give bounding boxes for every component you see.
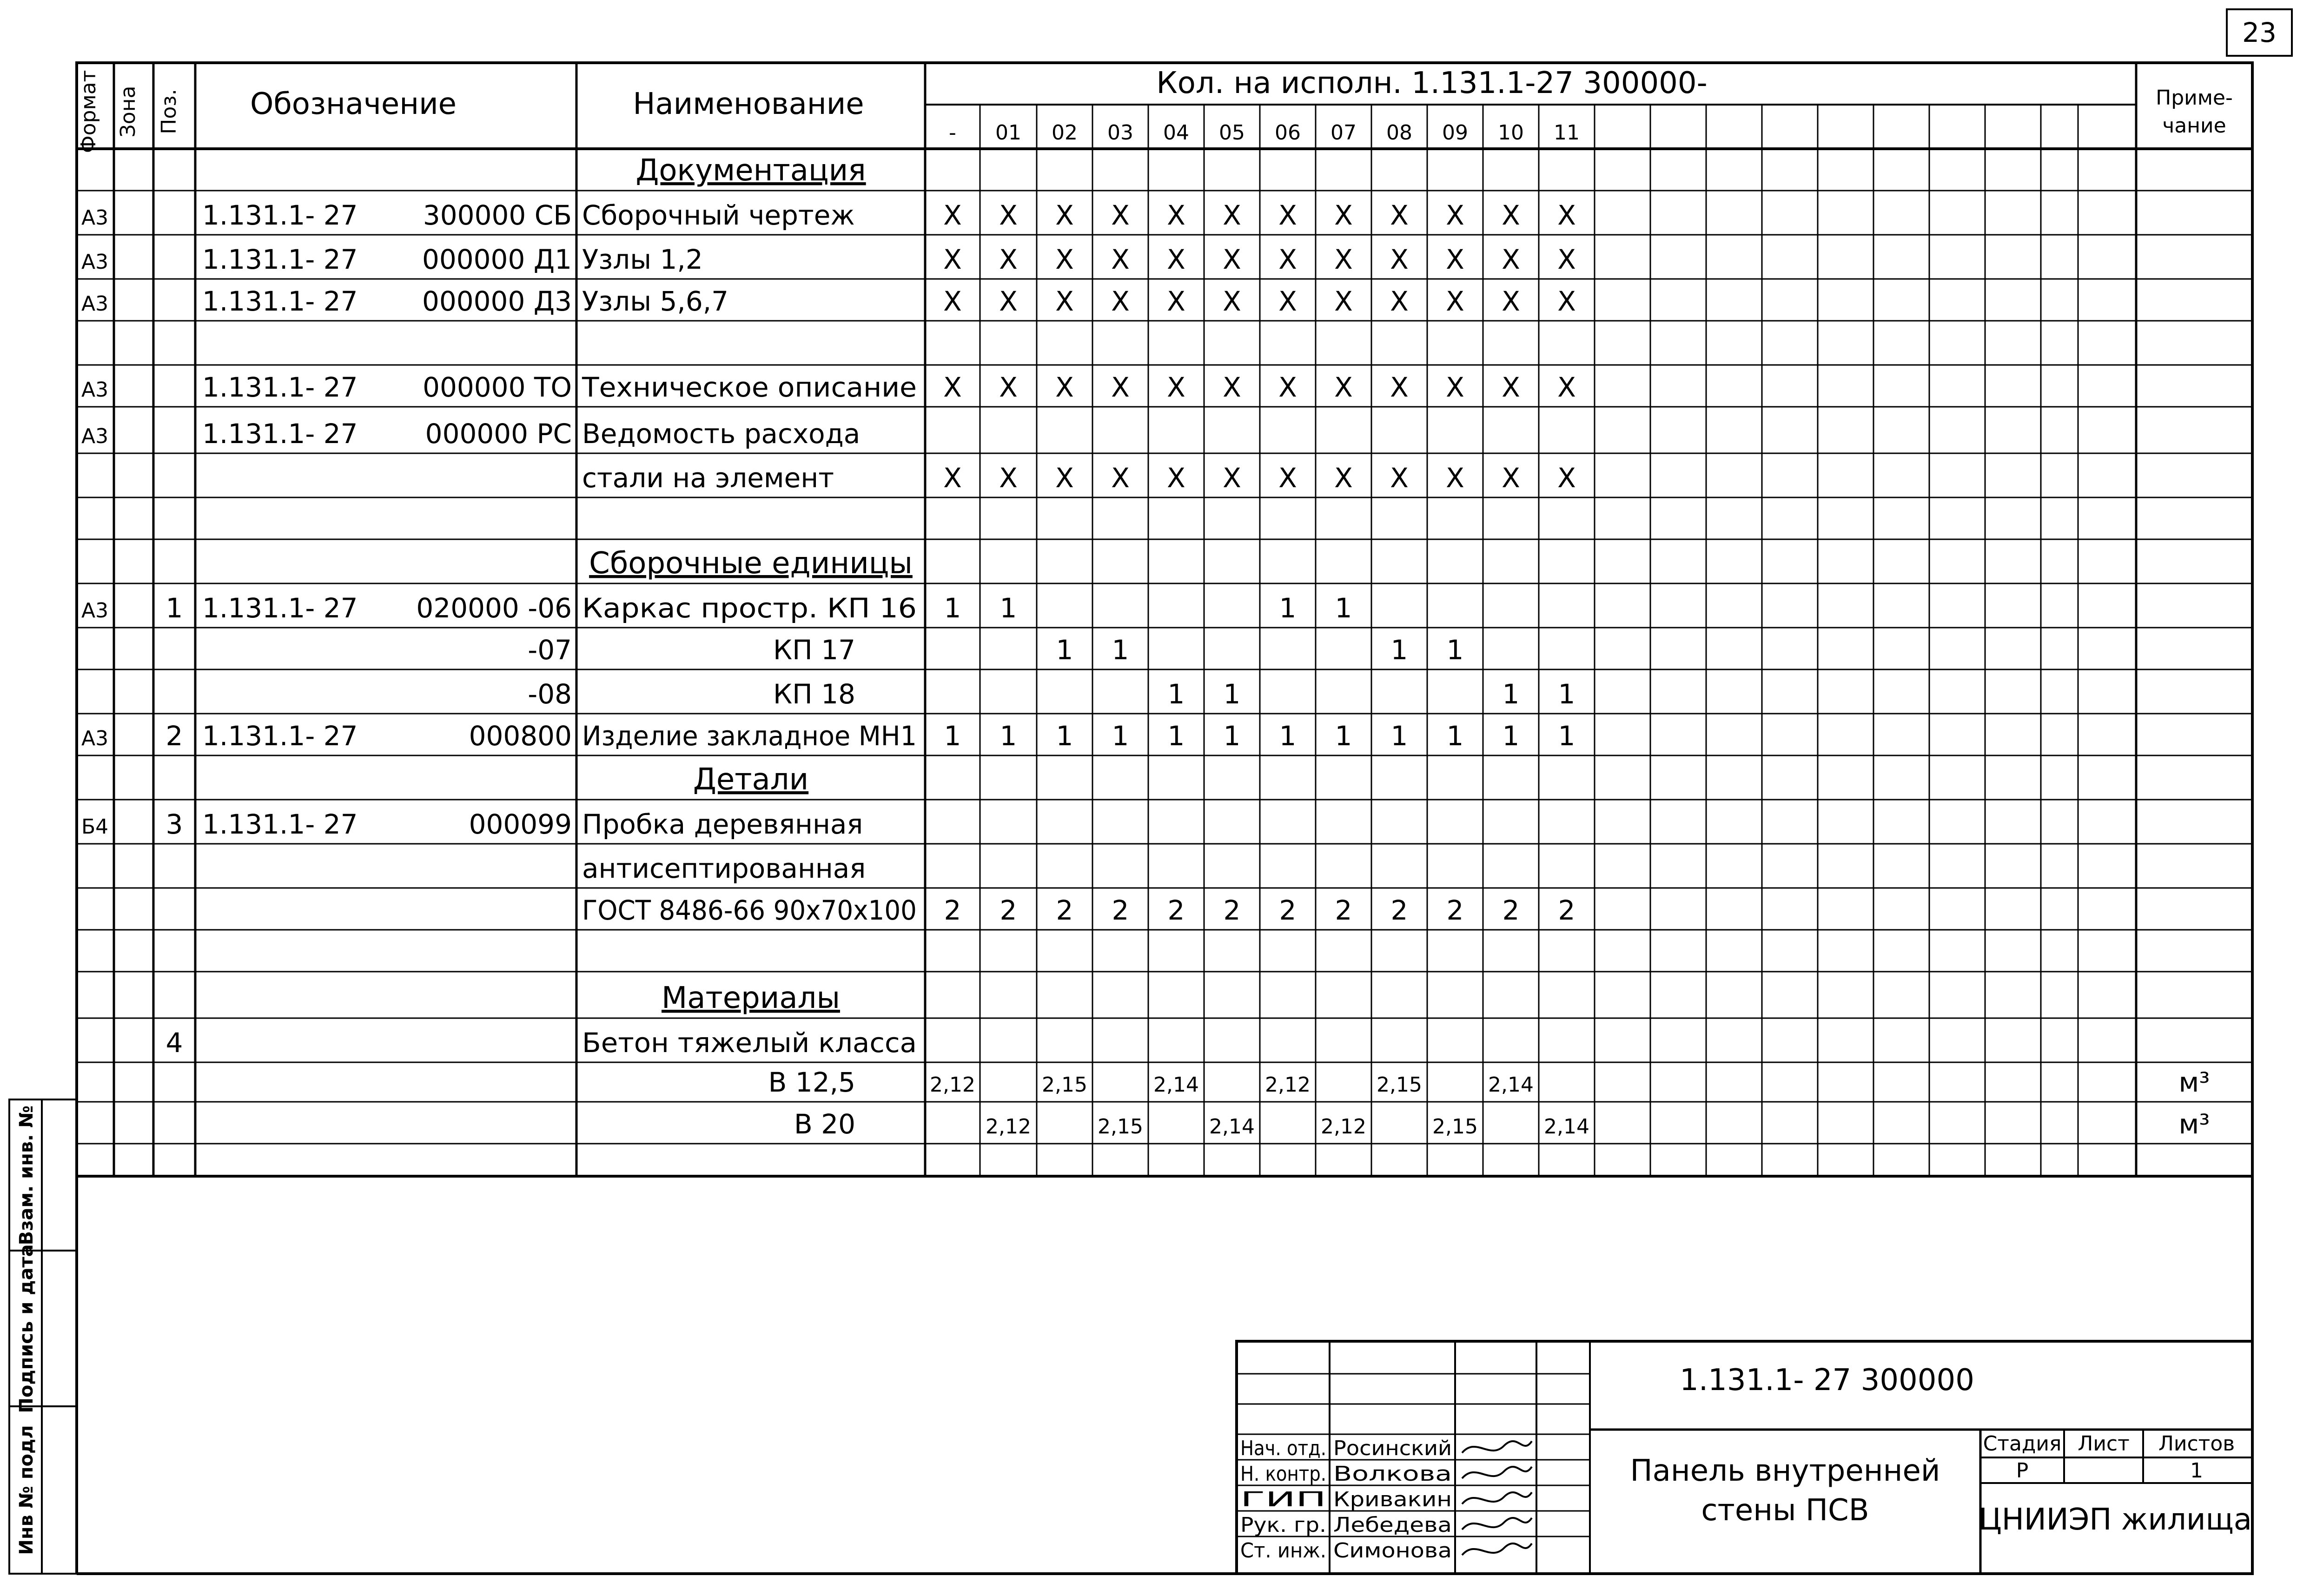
qty-value: X [1111,462,1130,494]
qty-value: 1 [944,592,961,624]
cell-pos: 2 [165,720,183,752]
cell-name: Узлы 1,2 [582,244,703,275]
qty-value: 1 [1223,720,1241,752]
qty-value: X [1223,244,1241,275]
qty-value: X [1334,371,1353,403]
cell-name: антисептированная [582,853,866,884]
qty-value: 2,14 [1209,1115,1255,1139]
cell-designation: 1.131.1- 27 [202,418,358,450]
stage-header: Стадия [1983,1432,2062,1456]
variant-header: 01 [995,121,1021,145]
variant-header: 06 [1275,121,1301,145]
qty-value: X [1334,199,1353,231]
header-note-line2: чание [2162,114,2226,138]
header-qty-title: Кол. на исполн. 1.131.1-27 300000- [1156,66,1708,100]
section-title: Детали [693,762,809,797]
cell-format: А3 [81,206,109,230]
qty-value: X [1055,285,1074,317]
cell-format: А3 [81,727,109,750]
qty-value: 1 [1558,678,1575,710]
cell-format: А3 [81,599,109,623]
qty-value: X [1223,462,1241,494]
signature-role: ГИП [1240,1488,1326,1511]
cell-name: КП 18 [773,678,855,710]
cell-code: 000000 РС [425,418,572,450]
handwritten-signature [1462,1543,1532,1555]
qty-value: 2 [1502,894,1520,926]
qty-value: 2,14 [1488,1073,1534,1097]
page-number: 23 [2242,17,2277,48]
qty-value: X [1502,371,1520,403]
cell-code: 000800 [469,720,572,752]
cell-designation: 1.131.1- 27 [202,592,358,624]
cell-name: Пробка деревянная [582,808,863,840]
side-label: Подпись и дата [16,1244,37,1413]
qty-value: X [943,285,962,317]
variant-header: 10 [1498,121,1524,145]
signature-role: Рук. гр. [1240,1513,1326,1537]
qty-value: 1 [1502,720,1520,752]
cell-code: 300000 СБ [423,199,572,231]
qty-value: X [1390,285,1409,317]
qty-value: X [1278,285,1297,317]
handwritten-signature [1462,1492,1532,1504]
qty-value: 1 [1279,720,1297,752]
cell-code: 000000 Д1 [422,244,572,275]
variant-header: - [949,121,956,145]
qty-value: X [1055,462,1074,494]
qty-value: X [1278,244,1297,275]
qty-value: X [1167,199,1185,231]
cell-name: ГОСТ 8486-66 90х70х100 [582,894,917,926]
qty-value: X [943,199,962,231]
qty-value: X [1167,462,1185,494]
qty-value: 2,15 [1377,1073,1422,1097]
cell-note: м³ [2178,1108,2210,1140]
qty-value: 2 [1223,894,1241,926]
side-label: Взам. инв. № [16,1105,37,1245]
signature-role: Н. контр. [1240,1462,1326,1486]
cell-name: Узлы 5,6,7 [582,285,729,317]
header-pos: Поз. [157,89,181,134]
cell-pos: 3 [165,808,183,840]
variant-header: 05 [1219,121,1245,145]
qty-value: 2,15 [1432,1115,1478,1139]
qty-value: X [1055,199,1074,231]
variant-header: 02 [1052,121,1078,145]
handwritten-signature [1462,1467,1532,1478]
qty-value: X [1502,462,1520,494]
signature-role: Ст. инж. [1240,1539,1326,1563]
header-zone: Зона [116,86,140,138]
signature-role: Нач. отд. [1240,1437,1326,1460]
qty-value: X [1557,244,1576,275]
qty-value: 1 [1335,720,1352,752]
cell-code: 020000 -06 [416,592,572,624]
qty-value: X [1557,462,1576,494]
qty-value: X [999,244,1018,275]
cell-name: Техническое описание [581,371,917,403]
header-note-line1: Приме- [2156,86,2233,110]
qty-value: X [1557,285,1576,317]
cell-note: м³ [2178,1066,2210,1098]
qty-value: 2 [1112,894,1129,926]
qty-value: X [1446,371,1464,403]
qty-value: X [1167,244,1185,275]
signature-name: Росинский [1333,1437,1452,1460]
qty-value: 2,14 [1544,1115,1589,1139]
cell-name: Ведомость расхода [582,418,861,450]
qty-value: X [1390,462,1409,494]
variant-header: 03 [1107,121,1133,145]
qty-value: X [1111,371,1130,403]
qty-value: X [1502,244,1520,275]
cell-name: Бетон тяжелый класса [582,1027,917,1059]
sheet-header: Лист [2078,1432,2130,1456]
qty-value: X [1223,285,1241,317]
section-title: Сборочные единицы [589,546,913,581]
qty-value: X [1446,462,1464,494]
qty-value: X [999,462,1018,494]
qty-value: X [999,285,1018,317]
handwritten-signature [1462,1441,1532,1453]
qty-value: 1 [1223,678,1241,710]
sheets-header: Листов [2158,1432,2235,1456]
qty-value: X [1502,285,1520,317]
variant-header: 08 [1386,121,1412,145]
cell-name: В 20 [794,1108,855,1140]
qty-value: X [999,199,1018,231]
qty-value: X [1111,244,1130,275]
qty-value: 2 [1446,894,1464,926]
table-frame [77,63,2252,1176]
qty-value: 1 [1446,720,1464,752]
qty-value: X [1557,199,1576,231]
qty-value: 2 [1335,894,1352,926]
cell-code: 000099 [469,808,572,840]
cell-designation: 1.131.1- 27 [202,244,358,275]
qty-value: 2 [944,894,961,926]
qty-value: 1 [1056,720,1073,752]
handwritten-signature [1462,1518,1532,1530]
qty-value: X [943,244,962,275]
qty-value: X [1167,285,1185,317]
qty-value: X [1223,199,1241,231]
qty-value: X [1055,244,1074,275]
qty-value: 2,14 [1153,1073,1199,1097]
qty-value: X [1334,462,1353,494]
cell-code: -07 [528,634,572,666]
variant-header: 04 [1163,121,1189,145]
qty-value: 1 [1390,720,1408,752]
qty-value: 1 [1446,634,1464,666]
qty-value: 1 [1502,678,1520,710]
cell-format: А3 [81,250,109,274]
section-title: Материалы [662,981,840,1015]
qty-value: X [1278,462,1297,494]
section-title: Документация [635,153,866,188]
qty-value: 1 [1167,678,1185,710]
cell-format: А3 [81,292,109,316]
cell-code: -08 [528,678,572,710]
header-name: Наименование [633,87,864,121]
cell-designation: 1.131.1- 27 [202,199,358,231]
qty-value: X [1223,371,1241,403]
qty-value: 2 [1167,894,1185,926]
qty-value: 2,15 [1098,1115,1143,1139]
cell-designation: 1.131.1- 27 [202,808,358,840]
organization: ЦНИИЭП жилища [1979,1503,2252,1537]
qty-value: X [1446,285,1464,317]
qty-value: 2 [1279,894,1297,926]
qty-value: 2 [1390,894,1408,926]
qty-value: 1 [1335,592,1352,624]
qty-value: 1 [1112,720,1129,752]
cell-name: Сборочный чертеж [582,199,855,231]
qty-value: X [943,462,962,494]
qty-value: X [1278,199,1297,231]
qty-value: 1 [1279,592,1297,624]
side-label: Инв № подл [16,1425,37,1555]
variant-header: 11 [1554,121,1580,145]
qty-value: 2,12 [1265,1073,1311,1097]
signature-name: Симонова [1333,1539,1452,1563]
title-line1: Панель внутренней [1630,1454,1940,1488]
qty-value: X [1390,199,1409,231]
qty-value: X [1390,244,1409,275]
qty-value: X [1557,371,1576,403]
cell-name: КП 17 [773,634,855,666]
table-text [16,17,2277,1563]
qty-value: X [1446,199,1464,231]
qty-value: 1 [1056,634,1073,666]
cell-pos: 1 [165,592,183,624]
cell-name: стали на элемент [582,462,834,494]
cell-format: А3 [81,378,109,402]
qty-value: X [1334,244,1353,275]
qty-value: X [999,371,1018,403]
qty-value: X [1502,199,1520,231]
doc-code: 1.131.1- 27 300000 [1680,1363,1974,1397]
variant-header: 07 [1331,121,1357,145]
cell-designation: 1.131.1- 27 [202,371,358,403]
cell-code: 000000 ТО [423,371,572,403]
qty-value: 1 [1558,720,1575,752]
qty-value: 2 [1000,894,1017,926]
qty-value: 2,12 [986,1115,1031,1139]
qty-value: 1 [1000,720,1017,752]
signature-name: Лебедева [1333,1513,1452,1537]
qty-value: 1 [944,720,961,752]
qty-value: 1 [1112,634,1129,666]
stage-value: Р [2016,1459,2029,1483]
qty-value: X [1278,371,1297,403]
qty-value: 1 [1390,634,1408,666]
cell-name: Изделие закладное МН1 [582,720,917,752]
sheets-value: 1 [2190,1459,2203,1483]
cell-format: Б4 [81,815,109,839]
qty-value: X [1334,285,1353,317]
qty-value: 1 [1000,592,1017,624]
qty-value: X [1055,371,1074,403]
qty-value: X [1111,285,1130,317]
qty-value: 2,12 [930,1073,975,1097]
cell-designation: 1.131.1- 27 [202,285,358,317]
qty-value: 2,12 [1321,1115,1366,1139]
qty-value: 2,15 [1042,1073,1087,1097]
variant-header: 09 [1442,121,1468,145]
signature-name: Кривакин [1333,1488,1452,1511]
title-line2: стены ПСВ [1701,1493,1869,1528]
cell-name: В 12,5 [768,1066,855,1098]
qty-value: 2 [1056,894,1073,926]
signature-name: Волкова [1333,1462,1452,1486]
cell-name: Каркас простр. КП 16 [582,592,917,624]
qty-value: X [1167,371,1185,403]
qty-value: X [943,371,962,403]
qty-value: 1 [1167,720,1185,752]
qty-value: 2 [1558,894,1575,926]
qty-value: X [1390,371,1409,403]
cell-pos: 4 [165,1027,183,1059]
cell-code: 000000 Д3 [422,285,572,317]
qty-value: X [1446,244,1464,275]
cell-format: А3 [81,424,109,448]
header-designation: Обозначение [250,87,457,121]
header-format: Формат [77,70,100,153]
cell-designation: 1.131.1- 27 [202,720,358,752]
qty-value: X [1111,199,1130,231]
